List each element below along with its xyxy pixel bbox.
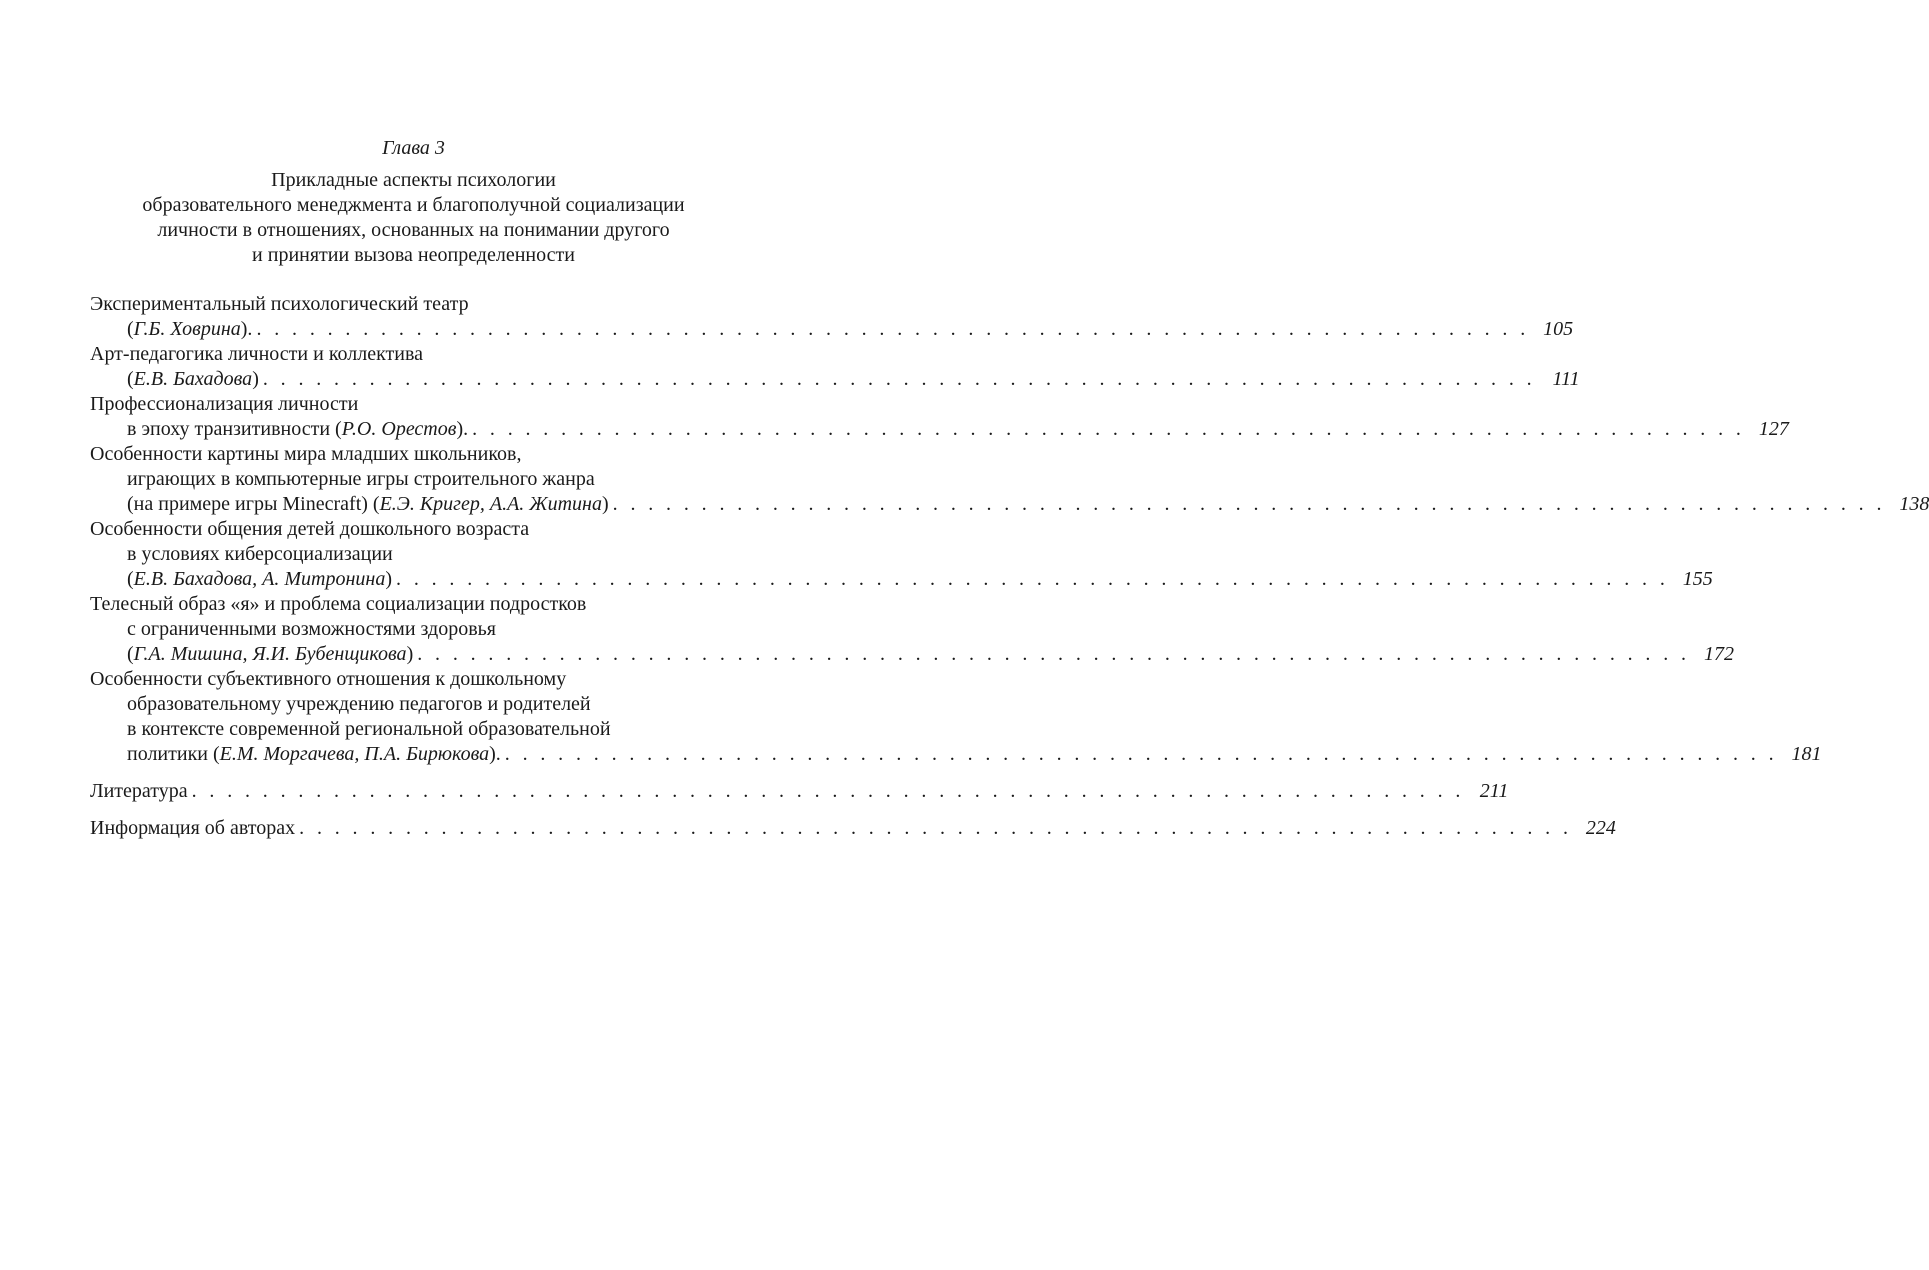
dot-leader: . . . . . . . . . . . . . . . . . . . . . . . . . . . . . . . . . . . . . . . . . . . . . . . . . . . . . . . . . . . . . . . . . . . . . . . . xyxy=(256,318,1530,340)
toc-entry-prefix: (на примере игры Minecraft) ( xyxy=(127,493,380,515)
dot-leader: . . . . . . . . . . . . . . . . . . . . . . . . . . . . . . . . . . . . . . . . . . . . . . . . . . . . . . . . . . . . . . . . . . . . . . . . xyxy=(299,817,1572,839)
dot-leader: . . . . . . . . . . . . . . . . . . . . . . . . . . . . . . . . . . . . . . . . . . . . . . . . . . . . . . . . . . . . . . . . . . . . . . . . xyxy=(612,493,1886,515)
toc-entry-title-continued: образовательному учреждению педагогов и родителей xyxy=(127,693,591,715)
toc-page-number: 155 xyxy=(1682,568,1713,590)
toc-entry-title: Телесный образ «я» и проблема социализации подростков xyxy=(90,593,587,615)
toc-entry-author-line xyxy=(90,642,1734,667)
toc-entry-suffix: ) xyxy=(601,493,609,515)
toc-entry-suffix: ) xyxy=(406,643,414,665)
toc-entry[interactable] xyxy=(90,292,1574,342)
toc-entry-author-line xyxy=(90,367,1580,392)
toc-entry-author: Г.Б. Ховрина xyxy=(133,318,241,340)
toc-entry-title: Профессионализация личности xyxy=(90,393,359,415)
toc-entry-author-line xyxy=(90,317,1574,342)
toc-entry-author: Е.М. Моргачева, П.А. Бирюкова xyxy=(219,743,490,765)
toc-entry[interactable] xyxy=(90,517,1713,592)
toc-entry-author-line xyxy=(90,492,1929,517)
toc-entry-title: Экспериментальный психологический театр xyxy=(90,293,469,315)
chapter-label: Глава 3 xyxy=(382,137,445,159)
toc-entry-author-line xyxy=(90,567,1713,592)
toc-entry-title: Арт-педагогика личности и коллектива xyxy=(90,343,424,365)
toc-entry-author-line xyxy=(90,417,1789,442)
toc-entry-literature[interactable] xyxy=(90,779,1509,804)
toc-entry-author: Р.О. Орестов xyxy=(341,418,457,440)
chapter-title-line: и принятии вызова неопределенности xyxy=(252,244,575,266)
toc-entry-prefix: ( xyxy=(127,568,134,590)
toc-page-number: 127 xyxy=(1758,418,1789,440)
toc-entry[interactable] xyxy=(90,342,1580,392)
toc-entry[interactable] xyxy=(90,392,1789,442)
toc-entry-prefix: в эпоху транзитивности ( xyxy=(127,418,342,440)
toc-entry-author: Е.Э. Кригер, А.А. Житина xyxy=(379,493,602,515)
toc-entry-author: Е.В. Бахадова xyxy=(133,368,253,390)
dot-leader: . . . . . . . . . . . . . . . . . . . . . . . . . . . . . . . . . . . . . . . . . . . . . . . . . . . . . . . . . . . . . . . . . . . . . . . . xyxy=(262,368,1536,390)
toc-entry-prefix: ( xyxy=(127,318,134,340)
toc-entry-suffix: ). xyxy=(456,418,469,440)
toc-entry-author-line xyxy=(90,742,1822,767)
toc-entry-title-continued: с ограниченными возможностями здоровья xyxy=(127,618,496,640)
toc-entry-title: Особенности общения детей дошкольного возраста xyxy=(90,518,530,540)
toc-entry-title-continued: в условиях киберсоциализации xyxy=(127,543,393,565)
toc-entry-title-continued: в контексте современной региональной образовательной xyxy=(127,718,611,740)
toc-entry-suffix: ) xyxy=(385,568,393,590)
toc-page-number: 138 xyxy=(1899,493,1929,515)
toc-entry-title: Литература xyxy=(90,780,188,802)
chapter-title-line: образовательного менеджмента и благополучной социализации xyxy=(142,194,685,216)
toc-entry[interactable] xyxy=(90,667,1822,767)
chapter-title xyxy=(0,168,827,268)
toc-entry-title: Особенности картины мира младших школьников, xyxy=(90,443,522,465)
toc-entry[interactable] xyxy=(90,442,1929,517)
chapter-title-line: Прикладные аспекты психологии xyxy=(271,169,556,191)
dot-leader: . . . . . . . . . . . . . . . . . . . . . . . . . . . . . . . . . . . . . . . . . . . . . . . . . . . . . . . . . . . . . . . . . . . . . . . . xyxy=(472,418,1745,440)
toc-entry-prefix: политики ( xyxy=(127,743,220,765)
toc-entry-suffix: ). xyxy=(489,743,501,765)
toc-entry-suffix: ) xyxy=(252,368,259,390)
toc-entry-suffix: ). xyxy=(240,318,253,340)
dot-leader: . . . . . . . . . . . . . . . . . . . . . . . . . . . . . . . . . . . . . . . . . . . . . . . . . . . . . . . . . . . . . . . . . . . . . . . . xyxy=(417,643,1690,665)
toc-entry-authors-info[interactable] xyxy=(90,816,1616,841)
toc-entry[interactable] xyxy=(90,592,1734,667)
chapter-title-line: личности в отношениях, основанных на понимании другого xyxy=(157,219,670,241)
dot-leader: . . . . . . . . . . . . . . . . . . . . . . . . . . . . . . . . . . . . . . . . . . . . . . . . . . . . . . . . . . . . . . . . . . . . . . . . xyxy=(396,568,1669,590)
toc-entry-author: Г.А. Мишина, Я.И. Бубенщикова xyxy=(133,643,407,665)
table-of-contents xyxy=(90,292,1929,841)
toc-page-number: 211 xyxy=(1479,780,1509,802)
toc-page-number: 111 xyxy=(1552,368,1580,390)
toc-entry-author: Е.В. Бахадова, А. Митронина xyxy=(133,568,386,590)
toc-page-number: 172 xyxy=(1703,643,1734,665)
toc-page-number: 181 xyxy=(1791,743,1822,765)
toc-entry-title: Информация об авторах xyxy=(90,817,296,839)
toc-page-number: 105 xyxy=(1543,318,1574,340)
toc-entry-prefix: ( xyxy=(127,643,134,665)
toc-page-number: 224 xyxy=(1585,817,1616,839)
toc-entry-title: Особенности субъективного отношения к дошкольному xyxy=(90,668,567,690)
dot-leader: . . . . . . . . . . . . . . . . . . . . . . . . . . . . . . . . . . . . . . . . . . . . . . . . . . . . . . . . . . . . . . . . . . . . . . . . xyxy=(504,743,1778,765)
toc-entry-title-continued: играющих в компьютерные игры строительного жанра xyxy=(127,468,595,490)
toc-entry-prefix: ( xyxy=(127,368,134,390)
dot-leader: . . . . . . . . . . . . . . . . . . . . . . . . . . . . . . . . . . . . . . . . . . . . . . . . . . . . . . . . . . . . . . . . . . . . . . . . xyxy=(191,780,1465,802)
